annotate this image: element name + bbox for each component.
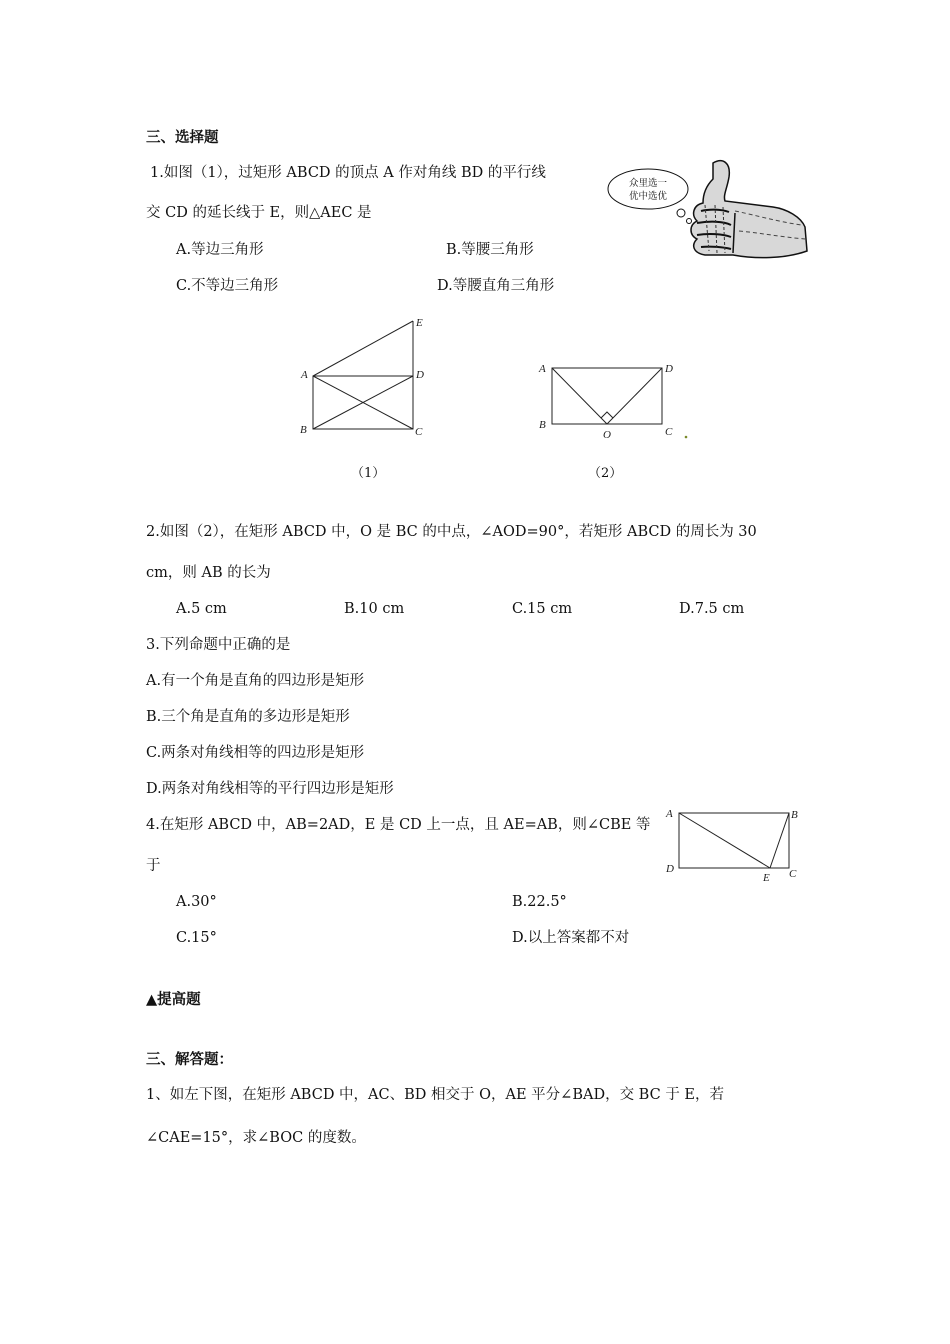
fig2-label-a: A [539,363,546,375]
fig2-label-d: D [665,363,673,375]
q3-option-d: D.两条对角线相等的平行四边形是矩形 [146,781,394,797]
q2-option-b: B.10 cm [344,601,405,617]
q2-line2: cm，则 AB 的长为 [146,565,271,581]
fig1-segment-ae [313,321,413,376]
fig2-rectangle-abcd [552,368,662,424]
q3-stem: 3.下列命题中正确的是 [146,637,291,653]
q4-line2: 于 [146,858,161,874]
fig3-label-d: D [666,863,674,875]
thumb-hand-icon [691,161,807,258]
p1-line2: ∠CAE=15°，求∠BOC 的度数。 [146,1130,366,1146]
q2-option-a: A.5 cm [176,601,227,617]
fig1-label-e: E [416,317,423,329]
q1-option-c: C.不等边三角形 [176,278,279,294]
fig2-label-c: C [665,426,673,438]
q1-option-a: A.等边三角形 [176,242,264,258]
fig3-label-c: C [789,868,797,880]
section-title-choice: 三、选择题 [146,130,219,146]
section-title-answer: 三、解答题： [146,1052,233,1068]
q1-line1: 1.如图（1），过矩形 ABCD 的顶点 A 作对角线 BD 的平行线 [150,165,546,181]
q4-option-c: C.15° [176,930,217,946]
fig3-label-b: B [791,809,798,821]
thumbs-up-illustration [605,155,810,265]
fig2-label-o: O [603,429,611,441]
q3-option-a: A.有一个角是直角的四边形是矩形 [146,673,365,689]
p1-line1: 1、如左下图，在矩形 ABCD 中，AC、BD 相交于 O，AE 平分∠BAD，交 BC 于 E，若 [146,1087,725,1103]
fig1-label-d: D [416,369,424,381]
q2-option-d: D.7.5 cm [679,601,745,617]
q2-option-c: C.15 cm [512,601,573,617]
q1-option-d: D.等腰直角三角形 [437,278,555,294]
speech-bubble [608,169,692,224]
fig2-label-b: B [539,419,546,431]
q3-option-c: C.两条对角线相等的四边形是矩形 [146,745,365,761]
bubble-line1: 众里选一 [628,178,668,189]
fig1-label-c: C [415,426,423,438]
fig3-label-a: A [666,808,673,820]
speck-dot [685,436,688,439]
q1-option-b: B.等腰三角形 [446,242,534,258]
q4-line1: 4.在矩形 ABCD 中，AB=2AD，E 是 CD 上一点，且 AE=AB，则∠CBE 等 [146,817,651,833]
fig3-segment-ae [679,813,770,868]
figure-3 [662,800,812,890]
fig2-segment-do [607,368,662,424]
fig1-label-b: B [300,424,307,436]
q3-option-b: B.三个角是直角的多边形是矩形 [146,709,350,725]
figure-2 [535,356,695,446]
bubble-line2: 优中选优 [628,191,668,202]
q4-option-b: B.22.5° [512,894,567,910]
fig2-segment-ao [552,368,607,424]
q4-option-d: D.以上答案都不对 [512,930,630,946]
fig1-caption: （1） [351,466,386,481]
q4-option-a: A.30° [176,894,217,910]
fig2-right-angle-mark [601,412,613,418]
q2-line1: 2.如图（2），在矩形 ABCD 中，O 是 BC 的中点，∠AOD=90°，若矩形 ABCD 的周长为 30 [146,524,757,540]
fig3-label-e: E [763,872,770,884]
fig2-caption: （2） [588,466,623,481]
q1-line2: 交 CD 的延长线于 E，则△AEC 是 [146,205,372,221]
fig3-segment-be [770,813,789,868]
figure-1 [295,312,435,442]
fig1-label-a: A [301,369,308,381]
advanced-title: ▲提高题 [146,992,201,1008]
